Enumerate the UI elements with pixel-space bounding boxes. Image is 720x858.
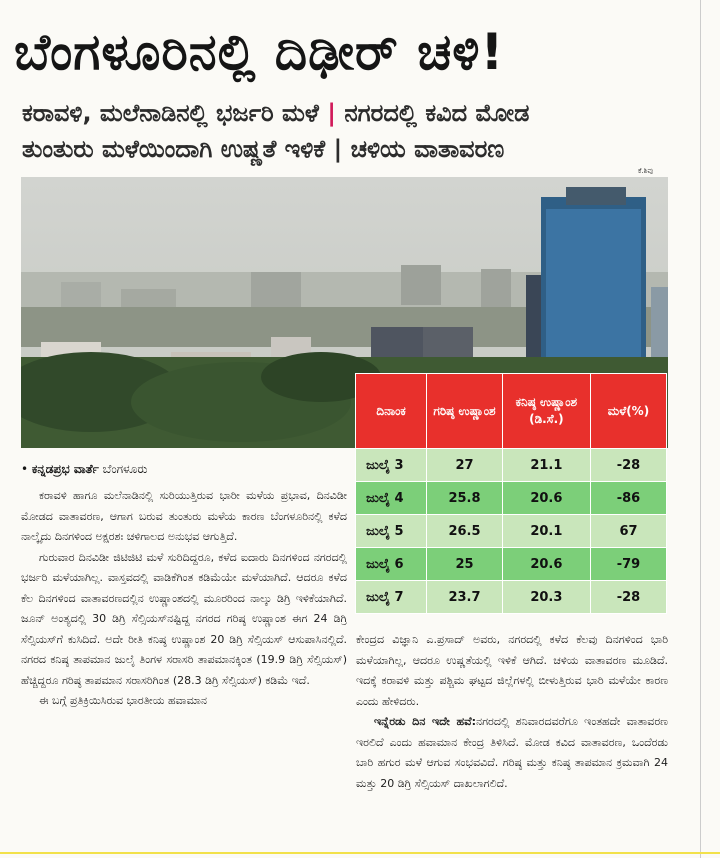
cell-date: ಜುಲೈ 4 (356, 482, 427, 515)
byline-bullet: • (21, 462, 29, 476)
cell-min: 20.6 (502, 482, 590, 515)
cell-date: ಜುಲೈ 7 (356, 581, 427, 614)
weather-table (355, 373, 667, 614)
cell-max: 25 (427, 548, 503, 581)
photo-credit: ಕೆ.ಶಿವು (638, 167, 654, 175)
subhead-city-cloud: ನಗರದಲ್ಲಿ ಕವಿದ ಮೋಡ (344, 99, 530, 127)
cell-rain: -79 (590, 548, 666, 581)
column-max-temp: ಗರಿಷ್ಠ ಉಷ್ಣಾಂಶ (427, 374, 503, 449)
cell-max: 27 (427, 449, 503, 482)
table-header-row (356, 374, 667, 449)
cell-max: 25.8 (427, 482, 503, 515)
column-rain: ಮಳೆ(%) (590, 374, 666, 449)
subhead-coastal-rain: ಕರಾವಳಿ, ಮಲೆನಾಡಿನಲ್ಲಿ ಭರ್ಜರಿ ಮಳೆ (22, 99, 319, 127)
byline-source: ಕನ್ನಡಪ್ರಭ ವಾರ್ತೆ (31, 462, 99, 476)
subheadline-1 (22, 94, 672, 132)
byline (21, 462, 148, 477)
cell-max: 26.5 (427, 515, 503, 548)
article-column-2 (356, 630, 668, 842)
article-text: ನಗರದಲ್ಲಿ ಶನಿವಾರದವರೆಗೂ ಇಂತಹದೇ ವಾತಾವರಣ ಇರಲಿದೆ ಎಂದು ಹವಾಮಾನ ಕೇಂದ್ರ ತಿಳಿಸಿದೆ. ಮೋಡ ಕವಿದ ವಾತಾವರಣ, ಒಂದೆರಡು ಬಾರಿ ಹಗುರ ಮಳೆ ಆಗುವ ಸಂಭವವಿದೆ. ಗರಿಷ್ಠ ಮತ್ತು ಕನಿಷ್ಠ ತಾಪಮಾನ ಕ್ರಮವಾಗಿ 24 ಮತ್ತು 20 ಡಿಗ್ರಿ ಸೆಲ್ಸಿಯಸ್ ದಾಖಲಾಗಲಿದೆ. (356, 715, 668, 790)
cell-min: 20.3 (502, 581, 590, 614)
article-paragraph: ಕೇಂದ್ರದ ವಿಜ್ಞಾನಿ ಎ.ಪ್ರಸಾದ್ ಅವರು, ನಗರದಲ್ಲಿ ಕಳೆದ ಕೆಲವು ದಿನಗಳಿಂದ ಭಾರಿ ಮಳೆಯಾಗಿಲ್ಲ, ಆದರೂ ಉಷ್ಣತೆಯಲ್ಲಿ ಇಳಿಕೆ ಆಗಿದೆ. ಚಳಿಯ ವಾತಾವರಣ ಮೂಡಿದೆ. ಇದಕ್ಕೆ ಕರಾವಳಿ ಮತ್ತು ಪಶ್ಚಿಮ ಘಟ್ಟದ ಜಿಲ್ಲೆಗಳಲ್ಲಿ ಬೀಳುತ್ತಿರುವ ಭಾರಿ ಮಳೆಯೇ ಕಾರಣ ಎಂದು ಹೇಳಿದರು. (356, 633, 668, 708)
table-row (356, 449, 667, 482)
cell-rain: 67 (590, 515, 666, 548)
cell-max: 23.7 (427, 581, 503, 614)
column-date: ದಿನಾಂಕ (356, 374, 427, 449)
table-row (356, 548, 667, 581)
table-row (356, 581, 667, 614)
table-row (356, 515, 667, 548)
byline-place: ಬೆಂಗಳೂರು (102, 462, 148, 476)
cell-min: 21.1 (502, 449, 590, 482)
cell-rain: -28 (590, 449, 666, 482)
cell-date: ಜುಲೈ 6 (356, 548, 427, 581)
subheadline-2: ತುಂತುರು ಮಳೆಯಿಂದಾಗಿ ಉಷ್ಣತೆ ಇಳಿಕೆ | ಚಳಿಯ ವಾತಾವರಣ (22, 135, 505, 163)
article-paragraph: ಗುರುವಾರ ದಿನವಿಡೀ ಜಿಟಿಜಿಟಿ ಮಳೆ ಸುರಿದಿದ್ದರೂ, ಕಳೆದ ಐದಾರು ದಿನಗಳಿಂದ ನಗರದಲ್ಲಿ ಭರ್ಜರಿ ಮಳೆಯಾಗಿಲ್ಲ. ವಾಸ್ತವದಲ್ಲಿ ವಾಡಿಕೆಗಿಂತ ಕಡಿಮೆಯೇ ಮಳೆಯಾಗಿದೆ. ಆದರೂ ಕಳೆದ ಕೆಲ ದಿನಗಳಿಂದ ವಾತಾವರಣದಲ್ಲಿನ ಉಷ್ಣಾಂಶದಲ್ಲಿ ಮೂರರಿಂದ ನಾಲ್ಕು ಡಿಗ್ರಿ ಇಳಿಕೆಯಾಗಿದೆ. ಜೂನ್ ಅಂತ್ಯದಲ್ಲಿ 30 ಡಿಗ್ರಿ ಸೆಲ್ಸಿಯಸ್‌ನಷ್ಟಿದ್ದ ನಗರದ ಗರಿಷ್ಠ ಉಷ್ಣಾಂಶ ಈಗ 24 ಡಿಗ್ರಿ ಸೆಲ್ಸಿಯಸ್‌ಗೆ ಕುಸಿದಿದೆ. ಅದೇ ರೀತಿ ಕನಿಷ್ಠ ಉಷ್ಣಾಂಶ 20 ಡಿಗ್ರಿ ಸೆಲ್ಸಿಯಸ್ ಆಸುಪಾಸಿನಲ್ಲಿದೆ. ನಗರದ ಕನಿಷ್ಠ ತಾಪಮಾನ ಜುಲೈ ತಿಂಗಳ ಸರಾಸರಿ ತಾಪಮಾನಕ್ಕಿಂತ (19.9 ಡಿಗ್ರಿ ಸೆಲ್ಸಿಯಸ್) ಹೆಚ್ಚಿದ್ದರೂ ಗರಿಷ್ಠ ತಾಪಮಾನ ಸರಾಸರಿಗಿಂತ (28.3 ಡಿಗ್ರಿ ಸೆಲ್ಸಿಯಸ್) ಕಡಿಮೆ ಇದೆ. (21, 550, 347, 687)
cell-rain: -86 (590, 482, 666, 515)
headline: ಬೆಂಗಳೂರಿನಲ್ಲಿ ದಿಢೀರ್ ಚಳಿ! (14, 23, 505, 81)
cell-date: ಜುಲೈ 5 (356, 515, 427, 548)
cell-min: 20.1 (502, 515, 590, 548)
adjacent-column-edge (700, 0, 720, 858)
cell-date: ಜುಲೈ 3 (356, 449, 427, 482)
subheading-two-days: ಇನ್ನೆರಡು ದಿನ ಇದೇ ಹವೆ: (374, 715, 476, 728)
subhead-separator: | (327, 99, 336, 127)
article-paragraph: ಕರಾವಳಿ ಹಾಗೂ ಮಲೆನಾಡಿನಲ್ಲಿ ಸುರಿಯುತ್ತಿರುವ ಭಾರೀ ಮಳೆಯ ಪ್ರಭಾವ, ದಿನವಿಡೀ ಮೋಡದ ವಾತಾವರಣ, ಆಗಾಗ ಬರುವ ತುಂತುರು ಮಳೆಯ ಕಾರಣ ಬೆಂಗಳೂರಿನಲ್ಲಿ ಕಳೆದ ನಾಲ್ಕೈದು ದಿನಗಳಿಂದ ಅಕ್ಷರಶಃ ಚಳಿಗಾಲದ ಅನುಭವ ಆಗುತ್ತಿದೆ. (21, 489, 347, 543)
article-paragraph (356, 712, 668, 794)
column-min-temp: ಕನಿಷ್ಠ ಉಷ್ಣಾಂಶ (ಡಿ.ಸೆ.) (502, 374, 590, 449)
article-paragraph: ಈ ಬಗ್ಗೆ ಪ್ರತಿಕ್ರಿಯಿಸಿರುವ ಭಾರತೀಯ ಹವಾಮಾನ (39, 694, 208, 707)
cell-min: 20.6 (502, 548, 590, 581)
cell-rain: -28 (590, 581, 666, 614)
table-row (356, 482, 667, 515)
article-column-1 (21, 486, 347, 842)
bottom-rule (0, 852, 720, 854)
